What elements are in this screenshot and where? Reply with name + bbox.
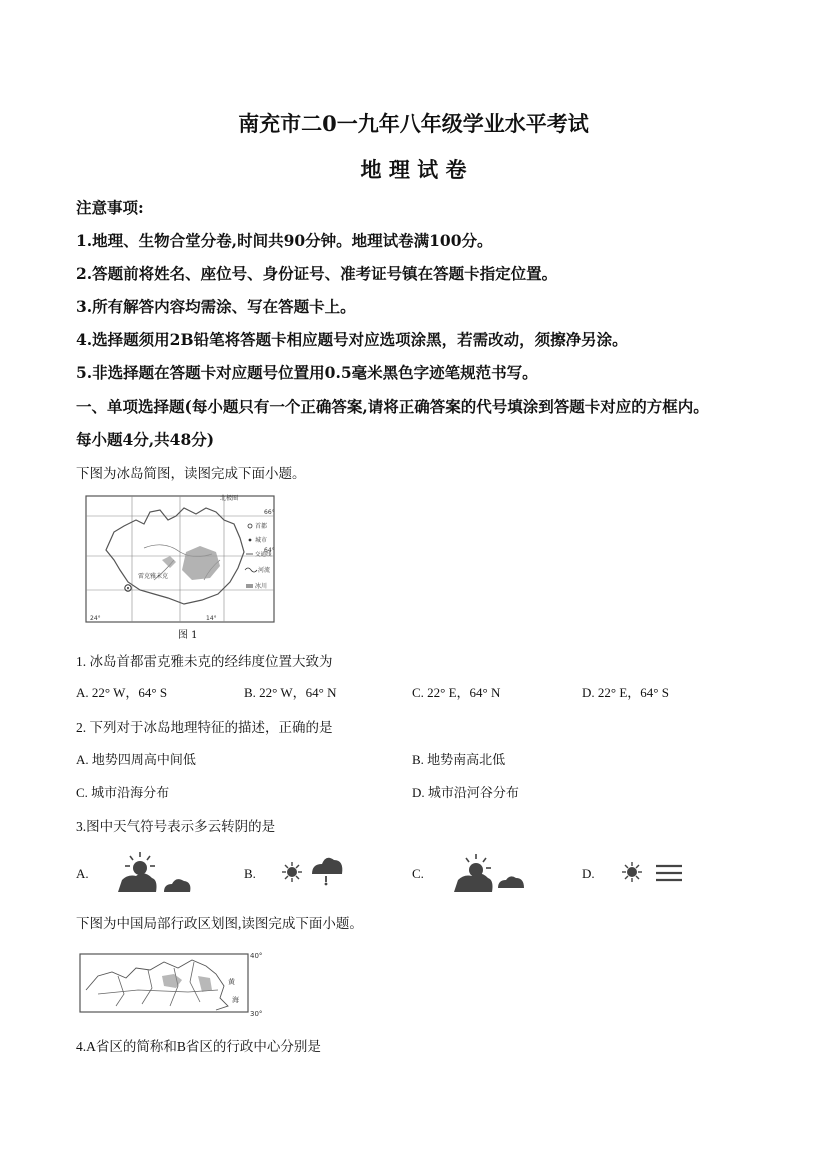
q1-option-a[interactable]: A. 22° W，64° S: [76, 685, 168, 700]
svg-text:66°: 66°: [264, 509, 275, 516]
q2-option-b[interactable]: B. 地势南高北低: [412, 752, 506, 767]
q1-option-d[interactable]: D. 22° E，64° S: [582, 685, 669, 700]
q1-stem: 1. 冰岛首都雷克雅未克的经纬度位置大致为: [76, 654, 333, 669]
note-item: 1.地理、生物合堂分卷,时间共90分钟。地理试卷满100分。: [76, 231, 493, 250]
q2-stem: 2. 下列对于冰岛地理特征的描述，正确的是: [76, 720, 333, 735]
svg-text:冰川: 冰川: [255, 583, 268, 590]
svg-text:30°: 30°: [250, 1010, 263, 1018]
svg-text:64°: 64°: [264, 547, 275, 554]
svg-text:雷克雅未克: 雷克雅未克: [138, 573, 169, 580]
note-item: 2.答题前将姓名、座位号、身份证号、准考证号镇在答题卡指定位置。: [76, 264, 558, 283]
figure2-intro: 下图为中国局部行政区划图,读图完成下面小题。: [76, 916, 363, 931]
section-heading: 一、单项选择题(每小题只有一个正确答案,请将正确答案的代号填涂到答题卡对应的方框内。: [76, 397, 709, 416]
note-item: 4.选择题须用2B铅笔将答题卡相应题号对应选项涂黑，若需改动，须擦净另涂。: [76, 330, 628, 349]
q3-option-d[interactable]: D.: [582, 866, 595, 881]
svg-text:黄: 黄: [228, 978, 235, 986]
sun-to-rain-icon: [278, 852, 348, 898]
svg-text:北极圈: 北极圈: [220, 495, 239, 502]
q3-stem: 3.图中天气符号表示多云转阴的是: [76, 819, 276, 834]
svg-text:交通线: 交通线: [255, 552, 272, 558]
q1-option-c[interactable]: C. 22° E，64° N: [412, 685, 501, 700]
q2-option-c[interactable]: C. 城市沿海分布: [76, 785, 170, 800]
note-item: 3.所有解答内容均需涂、写在答题卡上。: [76, 297, 356, 316]
sun-to-fog-icon: [618, 856, 688, 896]
note-item: 5.非选择题在答题卡对应题号位置用0.5毫米黑色字迹笔规范书写。: [76, 363, 538, 382]
q2-option-d[interactable]: D. 城市沿河谷分布: [412, 785, 519, 800]
svg-text:河流: 河流: [258, 567, 271, 574]
iceland-map-svg: [84, 490, 280, 640]
svg-text:24°: 24°: [90, 615, 101, 622]
q4-stem: 4.A省区的简称和B省区的行政中心分别是: [76, 1039, 321, 1054]
q3-option-c[interactable]: C.: [412, 866, 424, 881]
q3-option-b[interactable]: B.: [244, 866, 256, 881]
figure1-caption: 图 1: [178, 630, 198, 641]
sun-cloud-to-cloud-icon: [452, 850, 528, 900]
iceland-map: [84, 490, 280, 640]
china-map-svg: [78, 946, 268, 1020]
exam-subtitle: 地 理 试 卷: [360, 157, 467, 182]
china-map: [78, 946, 268, 1024]
figure1-intro: 下图为冰岛简图，读图完成下面小题。: [76, 466, 306, 481]
exam-title: 南充市二0一九年八年级学业水平考试: [238, 111, 589, 136]
notes-heading: 注意事项:: [76, 198, 144, 217]
svg-text:城市: 城市: [255, 537, 268, 544]
section-heading-cont: 每小题4分,共48分): [76, 430, 215, 449]
svg-text:40°: 40°: [250, 952, 263, 960]
q1-option-b[interactable]: B. 22° W，64° N: [244, 685, 337, 700]
svg-text:首都: 首都: [255, 523, 268, 530]
svg-text:14°: 14°: [206, 615, 217, 622]
q3-option-a[interactable]: A.: [76, 866, 89, 881]
q2-option-a[interactable]: A. 地势四周高中间低: [76, 752, 196, 767]
svg-text:海: 海: [232, 996, 239, 1004]
sun-cloud-to-overcast-icon: [114, 848, 194, 900]
